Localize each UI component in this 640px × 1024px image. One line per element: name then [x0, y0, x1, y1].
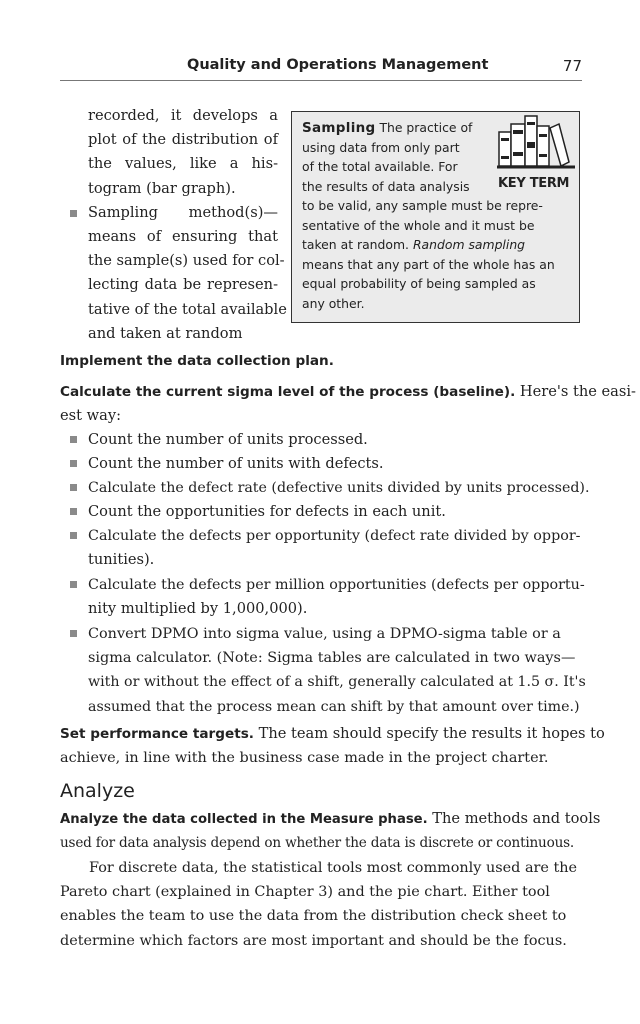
text-line: the values, like a his- — [88, 155, 278, 173]
text-line: used for data analysis depend on whether the data is discrete or continuous. — [60, 835, 575, 852]
definition-text: taken at random. — [302, 237, 409, 252]
calculate-paragraph — [60, 380, 636, 428]
text-line: Count the opportunities for defects in each unit. — [88, 503, 446, 520]
text-line: tunities). — [88, 551, 155, 569]
text-line — [60, 807, 601, 831]
text-line: Count the number of units processed. — [88, 431, 368, 448]
text-line: determine which factors are most important and should be the focus. — [60, 932, 567, 949]
bold-run-in-heading: Set performance targets. — [60, 726, 254, 742]
text-line: Calculate the defects per opportunity (defect rate divided by oppor- — [88, 528, 581, 544]
text-line: Calculate the defect rate (defective units divided by units processed). — [88, 480, 590, 496]
bullet-item — [88, 476, 590, 500]
key-term-label: KEY TERM — [498, 176, 570, 191]
text-line: achieve, in line with the business case made in the project charter. — [60, 750, 549, 767]
bullet-item — [88, 428, 582, 452]
text-line — [60, 722, 605, 746]
bullet-square-icon — [70, 460, 77, 467]
text-line: est way: — [60, 407, 121, 425]
text-line: the sample(s) used for col- — [88, 252, 285, 270]
bullet-square-icon — [70, 532, 77, 539]
text-line: togram (bar graph). — [88, 179, 236, 197]
chapter-title: Quality and Operations Management — [187, 57, 489, 73]
bold-run-in-heading: Implement the data collection plan. — [60, 353, 334, 369]
running-header — [60, 52, 582, 81]
text-line: recorded, it develops a — [88, 107, 278, 124]
key-term-box — [291, 111, 580, 323]
text-line: sigma calculator. (Note: Sigma tables are calculated in two ways— — [88, 650, 576, 667]
key-term-line — [302, 118, 472, 139]
analyze-paragraph — [60, 807, 601, 855]
text-line: For discrete data, the statistical tools most commonly used are the — [89, 860, 578, 876]
definition-line: any other. — [302, 295, 365, 311]
definition-line: using data from only part — [302, 139, 460, 155]
text-line: plot of the distribution of — [88, 131, 278, 149]
definition-line: sentative of the whole and it must be — [302, 217, 535, 233]
bullet-square-icon — [70, 436, 77, 443]
text-line: Convert DPMO into sigma value, using a DPMO-sigma table or a — [88, 626, 561, 642]
definition-line — [302, 235, 525, 255]
text-line: and taken at random — [88, 324, 243, 342]
bullet-item — [88, 524, 582, 572]
bullet-item — [88, 452, 582, 476]
body-text: Here's the easi- — [519, 383, 636, 400]
implement-heading — [60, 349, 582, 373]
section-heading: Analyze — [60, 780, 135, 802]
text-line: lecting data be represen- — [88, 276, 278, 294]
text-line: assumed that the process mean can shift by that amount over time.) — [88, 698, 580, 715]
bold-run-in-heading: Analyze the data collected in the Measure phase. — [60, 812, 428, 827]
discrete-data-paragraph — [60, 856, 582, 953]
bullet-square-icon — [70, 630, 77, 637]
targets-paragraph — [60, 722, 605, 770]
body-text: The methods and tools — [432, 810, 601, 827]
text-line: Sampling method(s)— — [88, 203, 278, 221]
key-term-word: Sampling — [302, 120, 376, 136]
bullet-square-icon — [70, 210, 77, 217]
text-line: tative of the total available — [88, 300, 287, 318]
bold-run-in-heading: Calculate the current sigma level of the process (baseline). — [60, 384, 516, 400]
books-icon — [497, 112, 577, 170]
bullet-item — [88, 573, 585, 621]
text-line: Count the number of units with defects. — [88, 455, 384, 472]
text-line: Pareto chart (explained in Chapter 3) and the pie chart. Either tool — [60, 884, 550, 901]
definition-italic-term: Random sampling — [412, 237, 526, 252]
definition-line: to be valid, any sample must be repre- — [302, 198, 543, 213]
text-line: nity multiplied by 1,000,000). — [88, 600, 308, 618]
bullet-item — [88, 500, 582, 524]
text-line: Calculate the defects per million opportunities (defects per opportu- — [88, 577, 585, 593]
bullet-square-icon — [70, 581, 77, 588]
page-number: 77 — [562, 57, 582, 75]
text-line: with or without the effect of a shift, generally calculated at 1.5 σ. It's — [88, 674, 586, 691]
text-line — [60, 380, 636, 404]
definition-text: The practice of — [379, 120, 473, 135]
definition-line: the results of data analysis — [302, 178, 470, 194]
left-column-text — [88, 104, 287, 346]
text-line: enables the team to use the data from the distribution check sheet to — [60, 908, 567, 925]
bullet-square-icon — [70, 484, 77, 491]
definition-line: of the total available. For — [302, 159, 458, 174]
bullet-square-icon — [70, 508, 77, 515]
body-text: The team should specify the results it hopes to — [258, 725, 605, 742]
text-line: means of ensuring that — [88, 227, 278, 245]
definition-line: means that any part of the whole has an — [302, 256, 555, 272]
bullet-item — [88, 622, 586, 719]
definition-line: equal probability of being sampled as — [302, 276, 536, 291]
